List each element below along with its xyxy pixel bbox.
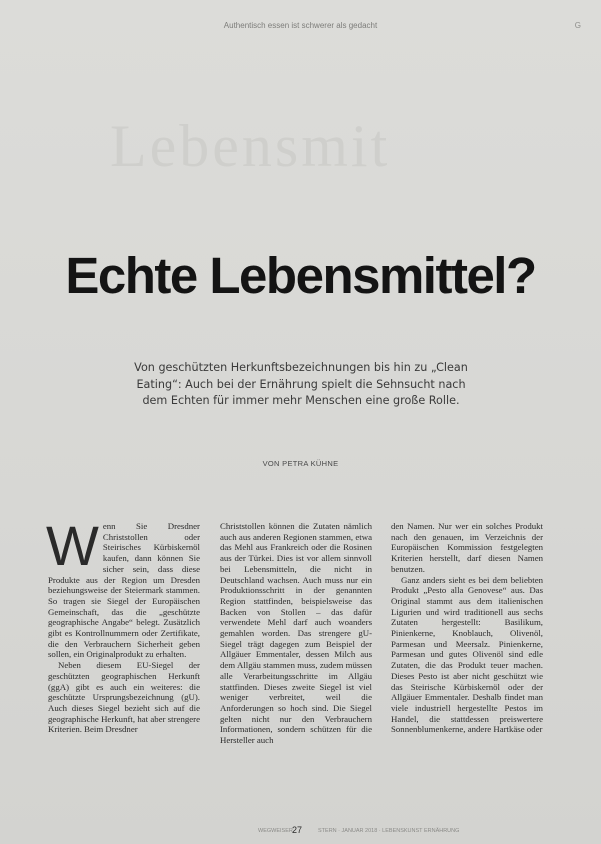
paragraph: den Namen. Nur wer ein solches Produkt nach den genauen, im Verzeichnis der Europäischen Kommission festgelegten Kriterien herstellt, darf diesen Namen benutzen. bbox=[391, 521, 543, 574]
body-column-2 bbox=[220, 521, 372, 746]
running-head: Authentisch essen ist schwerer als gedacht bbox=[223, 21, 378, 30]
drop-cap: W bbox=[46, 514, 99, 577]
body-column-1 bbox=[46, 514, 200, 735]
byline-prefix: VON bbox=[262, 459, 280, 468]
byline bbox=[0, 459, 601, 468]
page-number: 27 bbox=[292, 825, 303, 835]
paragraph: enn Sie Dresdner Christstollen oder Steirisches Kürbiskernöl kaufen, dann können Sie sicher sein, dass diese Produkte aus der Region um Dresden beziehungsweise der Steiermark stammen. So tragen sie Siegel der Europäischen Gemeinschaft, das die „geschützte geographische Angabe“ belegt. Zusätzlich gibt es Kontrollnummern oder Zertifikate, die den Verbrauchern Sicherheit geben sollen, ein Originalprodukt zu erhalten. bbox=[48, 521, 200, 660]
byline-author: PETRA KÜHNE bbox=[282, 459, 339, 468]
headline: Echte Lebensmittel? bbox=[65, 247, 536, 304]
paragraph: Ganz anders sieht es bei dem beliebten Produkt „Pesto alla Genovese“ aus. Das Original stammt aus dem italienischen Ligurien und wird traditionell aus sechs Zutaten hergestellt: Basilikum, Pinienkerne, Knoblauch, Olivenöl, Parmesan und Meersalz. Pinienkerne, Parmesan und gutes Olivenöl sind edle Zutaten, die das Produkt teuer machen. Dieses Pesto ist aber nicht geschützt wie das Steirische Kürbiskernöl oder der Allgäuer Emmentaler. Deshalb findet man viele industriell hergestellte Pestos im Handel, die stattdessen preiswertere Sonnenblumenkerne, andere Hartkäse oder bbox=[391, 574, 543, 735]
corner-mark: G bbox=[574, 21, 581, 30]
ghost-background-title: Lebensmit bbox=[110, 113, 391, 179]
footer-section: WEGWEISER bbox=[258, 828, 293, 834]
footer-issue-info: STERN · JANUAR 2018 · LEBENSKUNST ERNÄHRUNG bbox=[318, 828, 460, 834]
lead-paragraph: Von geschützten Herkunftsbezeichnungen bis hin zu „Clean Eating“: Auch bei der Ernährung spielt die Sehnsucht nach dem Echten für immer mehr Menschen eine große Rolle. bbox=[134, 361, 468, 407]
paragraph: Neben diesem EU-Siegel der geschützten geographischen Herkunft (ggA) gibt es auch ein weiteres: die geschützte Ursprungsbezeichnung (gU). Auch dieses Siegel bezieht sich auf die geographische Herkunft, hat aber strengere Kriterien. Beim Dresdner bbox=[48, 660, 200, 735]
body-column-3 bbox=[391, 521, 543, 735]
paragraph: Christstollen können die Zutaten nämlich auch aus anderen Regionen stammen, etwa das Mehl aus Frankreich oder die Rosinen aus der Türkei. Dies ist vor allem sinnvoll bei Lebensmitteln, die nicht in Deutschland wachsen. Auch muss nur ein Produktionsschritt in der genannten Region stattfinden, beispielsweise das Backen von Stollen – das dafür verwendete Mehl darf auch woanders gemahlen worden. Das strengere gU-Siegel trägt dagegen zum Beispiel der Allgäuer Emmentaler, dessen Milch aus dem Allgäu stammen muss, zudem müssen alle Verarbeitungsschritte im Allgäu stattfinden. Dieses zweite Siegel ist viel weniger verbreitet, weil die Anforderungen so hoch sind. Die Siegel gelten nicht nur den Verbrauchern Informationen, sondern schützen für die Hersteller auch bbox=[220, 521, 372, 746]
